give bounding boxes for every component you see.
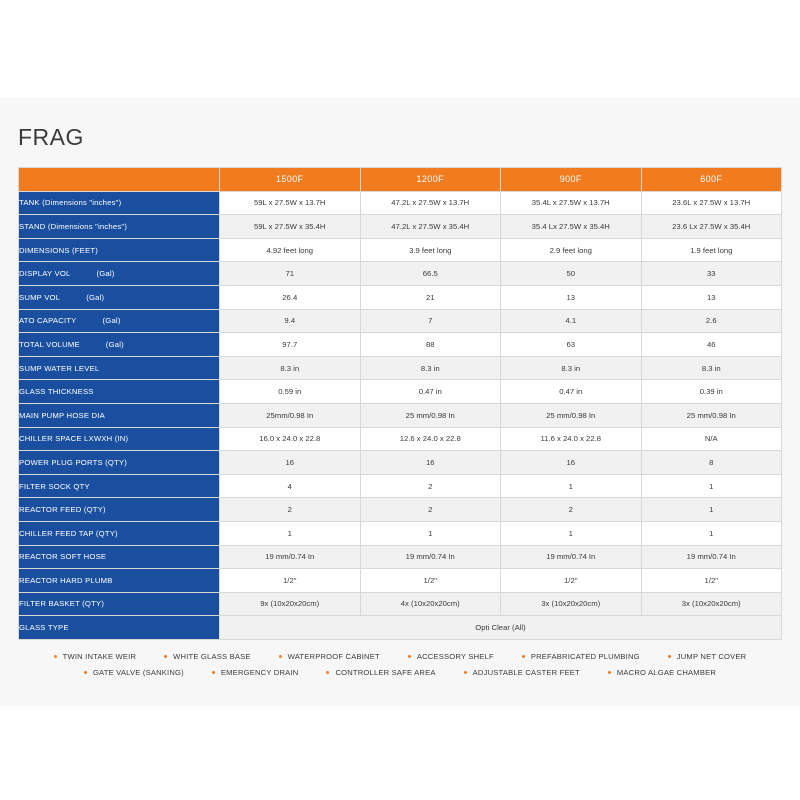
cell-value: 25 mm/0.98 In: [360, 403, 501, 427]
cell-value: 3.9 feet long: [360, 238, 501, 262]
table-row: [19, 356, 782, 380]
feature-item: [522, 652, 640, 661]
row-label: [19, 309, 220, 333]
cell-value: 0.47 in: [360, 380, 501, 404]
table-row: [19, 262, 782, 286]
row-label-text: CHILLER FEED TAP (QTY): [19, 528, 118, 538]
bullet-dot-icon: [164, 655, 167, 658]
row-label-text: DISPLAY VOL: [19, 269, 71, 279]
row-label-unit: (Gal): [105, 339, 124, 349]
row-label-text: DIMENSIONS (FEET): [19, 245, 98, 255]
row-label-text: MAIN PUMP HOSE DIA: [19, 410, 105, 420]
cell-value: 2: [360, 498, 501, 522]
row-label-text: GLASS TYPE: [19, 623, 69, 633]
table-row: [19, 309, 782, 333]
cell-value: 8.3 in: [360, 356, 501, 380]
cell-value: 25 mm/0.98 In: [641, 403, 782, 427]
cell-value: 8.3 in: [501, 356, 642, 380]
feature-item: [279, 652, 380, 661]
cell-value: 63: [501, 333, 642, 357]
cell-value: 71: [220, 262, 361, 286]
feature-label: CONTROLLER SAFE AREA: [335, 667, 436, 677]
row-label: [19, 521, 220, 545]
feature-item: [408, 652, 494, 661]
table-row: [19, 427, 782, 451]
cell-value: 4: [220, 474, 361, 498]
model-header-900f: 900F: [501, 168, 642, 192]
table-row: [19, 545, 782, 569]
bullet-dot-icon: [84, 671, 87, 674]
cell-value: 1: [220, 521, 361, 545]
cell-value: 46: [641, 333, 782, 357]
feature-item: [84, 668, 184, 677]
cell-value: 1/2": [641, 569, 782, 593]
row-label-text: STAND (Dimensions "inches"): [19, 221, 128, 231]
cell-value: 16: [360, 451, 501, 475]
row-label-text: FILTER SOCK QTY: [19, 481, 90, 491]
specification-table: [18, 167, 782, 640]
cell-value: 35.4 Lx 27.5W x 35.4H: [501, 215, 642, 239]
cell-value: 66.5: [360, 262, 501, 286]
cell-value: 1: [360, 521, 501, 545]
cell-value: 23.6 Lx 27.5W x 35.4H: [641, 215, 782, 239]
row-label-text: FILTER BASKET (QTY): [19, 599, 105, 609]
row-label-text: GLASS THICKNESS: [19, 387, 94, 397]
cell-value: 25 mm/0.98 In: [501, 403, 642, 427]
row-label-text: SUMP VOL: [19, 292, 61, 302]
row-label-text: TANK (Dimensions "inches"): [19, 198, 122, 208]
table-head: [19, 168, 782, 192]
table-row: [19, 498, 782, 522]
row-label-unit: (Gal): [86, 292, 105, 302]
table-corner-cell: [19, 168, 220, 192]
bullet-dot-icon: [522, 655, 525, 658]
row-label: [19, 285, 220, 309]
cell-value: 13: [641, 285, 782, 309]
bullet-dot-icon: [608, 671, 611, 674]
cell-value: 4.1: [501, 309, 642, 333]
cell-value: 3x (10x20x20cm): [501, 592, 642, 616]
row-label: [19, 262, 220, 286]
table-header-row: [19, 168, 782, 192]
feature-label: WATERPROOF CABINET: [287, 651, 380, 661]
bullet-dot-icon: [668, 655, 671, 658]
page-title: FRAG: [18, 124, 84, 150]
bullet-dot-icon: [279, 655, 282, 658]
cell-value: 59L x 27.5W x 35.4H: [220, 215, 361, 239]
feature-item: [608, 668, 716, 677]
row-label: [19, 474, 220, 498]
features-row-2: [18, 668, 782, 677]
bullet-dot-icon: [408, 655, 411, 658]
cell-value: 19 mm/0.74 In: [360, 545, 501, 569]
cell-value: 1: [641, 521, 782, 545]
cell-value: 9x (10x20x20cm): [220, 592, 361, 616]
cell-value: 26.4: [220, 285, 361, 309]
cell-value: 8: [641, 451, 782, 475]
cell-value: 8.3 in: [641, 356, 782, 380]
cell-value: 9.4: [220, 309, 361, 333]
feature-label: GATE VALVE (SANKING): [92, 667, 184, 677]
cell-value: 88: [360, 333, 501, 357]
row-label: [19, 380, 220, 404]
cell-value: 1.9 feet long: [641, 238, 782, 262]
row-label-unit: (Gal): [96, 269, 115, 279]
features-list: [18, 640, 782, 706]
table-row: [19, 191, 782, 215]
feature-item: [464, 668, 580, 677]
feature-label: PREFABRICATED PLUMBING: [530, 651, 640, 661]
feature-item: [668, 652, 747, 661]
cell-value: 50: [501, 262, 642, 286]
cell-value: 25mm/0.98 In: [220, 403, 361, 427]
feature-item: [54, 652, 137, 661]
cell-value: 2: [220, 498, 361, 522]
cell-value: 21: [360, 285, 501, 309]
cell-value: 23.6L x 27.5W x 13.7H: [641, 191, 782, 215]
row-label: [19, 616, 220, 640]
cell-value: 1: [501, 474, 642, 498]
row-label-text: CHILLER SPACE LXWXH (IN): [19, 434, 129, 444]
table-row: [19, 333, 782, 357]
cell-value: 0.47 in: [501, 380, 642, 404]
cell-value: 1: [641, 474, 782, 498]
cell-value: N/A: [641, 427, 782, 451]
cell-value: 2: [501, 498, 642, 522]
model-header-1200f: 1200F: [360, 168, 501, 192]
cell-value: 16: [220, 451, 361, 475]
row-label: [19, 215, 220, 239]
feature-label: ACCESSORY SHELF: [416, 651, 494, 661]
row-label: [19, 356, 220, 380]
cell-value: 3x (10x20x20cm): [641, 592, 782, 616]
row-label: [19, 545, 220, 569]
table-body: [19, 191, 782, 639]
model-header-600f: 600F: [641, 168, 782, 192]
cell-value: 47.2L x 27.5W x 13.7H: [360, 191, 501, 215]
table-row-glass-type: [19, 616, 782, 640]
row-label: [19, 333, 220, 357]
spec-sheet: [0, 98, 800, 706]
table-row: [19, 451, 782, 475]
cell-value: 19 mm/0.74 In: [641, 545, 782, 569]
features-row-1: [18, 652, 782, 661]
row-label: [19, 451, 220, 475]
cell-value: 19 mm/0.74 In: [220, 545, 361, 569]
table-row: [19, 592, 782, 616]
row-label: [19, 498, 220, 522]
bullet-dot-icon: [326, 671, 329, 674]
cell-value: 8.3 in: [220, 356, 361, 380]
cell-value: 13: [501, 285, 642, 309]
row-label: [19, 427, 220, 451]
cell-value: 12.6 x 24.0 x 22.8: [360, 427, 501, 451]
row-label: [19, 238, 220, 262]
feature-label: ADJUSTABLE CASTER FEET: [472, 667, 580, 677]
row-label: [19, 403, 220, 427]
feature-item: [326, 668, 435, 677]
bullet-dot-icon: [54, 655, 57, 658]
cell-value: 59L x 27.5W x 13.7H: [220, 191, 361, 215]
cell-value: 47.2L x 27.5W x 35.4H: [360, 215, 501, 239]
cell-value: 1/2": [220, 569, 361, 593]
table-row: [19, 215, 782, 239]
feature-item: [212, 668, 299, 677]
row-label: [19, 592, 220, 616]
cell-value: 7: [360, 309, 501, 333]
cell-value: 2.6: [641, 309, 782, 333]
feature-label: TWIN INTAKE WEIR: [62, 651, 137, 661]
feature-item: [164, 652, 250, 661]
row-label-text: POWER PLUG PORTS (QTY): [19, 457, 128, 467]
cell-value: 4x (10x20x20cm): [360, 592, 501, 616]
feature-label: JUMP NET COVER: [676, 651, 747, 661]
cell-value: 33: [641, 262, 782, 286]
cell-value: 16.0 x 24.0 x 22.8: [220, 427, 361, 451]
cell-value: 2: [360, 474, 501, 498]
table-row: [19, 474, 782, 498]
model-header-1500f: 1500F: [220, 168, 361, 192]
feature-label: MACRO ALGAE CHAMBER: [616, 667, 717, 677]
cell-value: 1/2": [501, 569, 642, 593]
cell-value: 2.9 feet long: [501, 238, 642, 262]
row-label: [19, 569, 220, 593]
row-label-text: REACTOR HARD PLUMB: [19, 575, 113, 585]
cell-value-glass-type: Opti Clear (All): [220, 616, 782, 640]
cell-value: 1/2": [360, 569, 501, 593]
cell-value: 4.92 feet long: [220, 238, 361, 262]
feature-label: WHITE GLASS BASE: [173, 651, 251, 661]
cell-value: 16: [501, 451, 642, 475]
cell-value: 1: [641, 498, 782, 522]
bullet-dot-icon: [464, 671, 467, 674]
row-label: [19, 191, 220, 215]
row-label-unit: (Gal): [102, 316, 121, 326]
feature-label: EMERGENCY DRAIN: [220, 667, 299, 677]
row-label-text: TOTAL VOLUME: [19, 339, 80, 349]
cell-value: 1: [501, 521, 642, 545]
cell-value: 0.39 in: [641, 380, 782, 404]
table-row: [19, 285, 782, 309]
row-label-text: REACTOR SOFT HOSE: [19, 552, 107, 562]
cell-value: 97.7: [220, 333, 361, 357]
table-row: [19, 521, 782, 545]
table-row: [19, 403, 782, 427]
cell-value: 35.4L x 27.5W x 13.7H: [501, 191, 642, 215]
cell-value: 19 mm/0.74 In: [501, 545, 642, 569]
cell-value: 11.6 x 24.0 x 22.8: [501, 427, 642, 451]
cell-value: 0.59 in: [220, 380, 361, 404]
row-label-text: SUMP WATER LEVEL: [19, 363, 100, 373]
bullet-dot-icon: [212, 671, 215, 674]
row-label-text: REACTOR FEED (QTY): [19, 505, 106, 515]
row-label-text: ATO CAPACITY: [19, 316, 77, 326]
table-row: [19, 380, 782, 404]
table-row: [19, 569, 782, 593]
table-row: [19, 238, 782, 262]
